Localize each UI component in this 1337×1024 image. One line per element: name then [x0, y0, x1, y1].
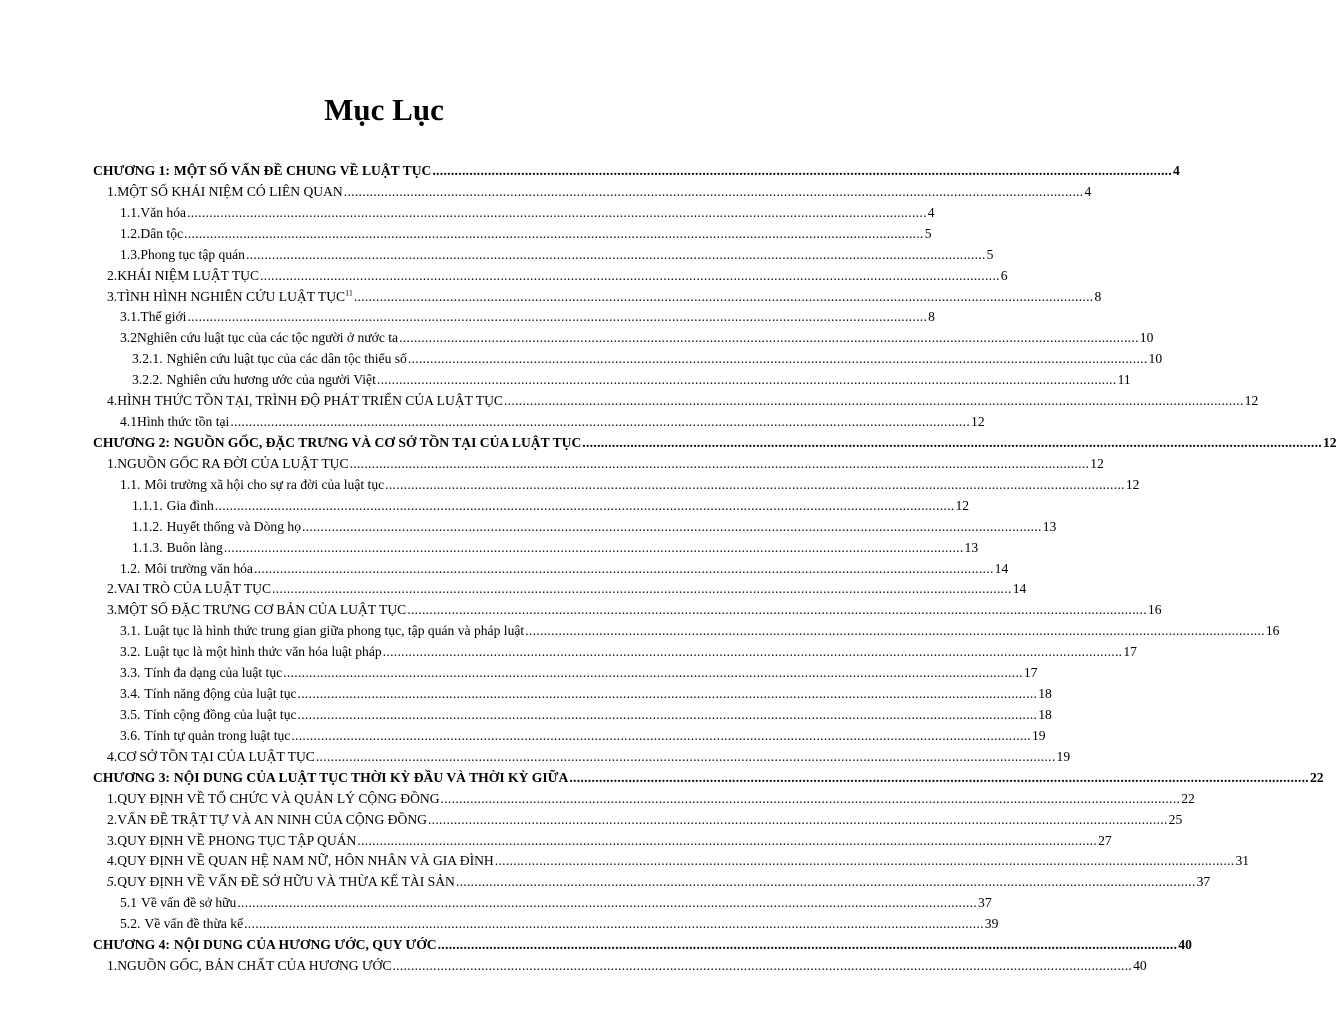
toc-entry-title: Luật tục là một hình thức văn hóa luật pháp — [144, 644, 382, 660]
toc-page-number: 12 — [971, 414, 985, 430]
toc-entry-number: CHƯƠNG 3: — [93, 769, 170, 785]
toc-entry-title: NGUỒN GỐC RA ĐỜI CỦA LUẬT TỤC — [117, 455, 349, 471]
toc-page-number: 37 — [1196, 874, 1211, 890]
toc-entry[interactable] — [93, 496, 970, 517]
toc-entry[interactable] — [93, 328, 1154, 349]
toc-entry-title: NGUỒN GỐC, ĐẶC TRƯNG VÀ CƠ SỞ TỒN TẠI CỦA LUẬT TỤC — [173, 434, 582, 450]
toc-entry[interactable] — [93, 684, 1052, 705]
toc-entry[interactable] — [93, 851, 1250, 872]
toc-entry-number: 3.2.2. — [132, 372, 163, 388]
toc-entry-title: VẤN ĐỀ TRẬT TỰ VÀ AN NINH CỦA CỘNG ĐỒNG — [117, 811, 427, 827]
toc-page-number: 18 — [1038, 686, 1052, 702]
toc-entry-title: Dân tộc — [140, 225, 184, 241]
toc-entry-title: KHÁI NIỆM LUẬT TỤC — [117, 267, 260, 283]
toc-entry-number: 3. — [107, 832, 118, 848]
dot-leader — [215, 496, 955, 517]
toc-page-number: 4 — [1173, 163, 1180, 178]
toc-entry-title: Môi trường xã hội cho sự ra đời của luật tục — [144, 476, 385, 492]
toc-page-number: 13 — [1042, 518, 1057, 534]
table-of-contents — [93, 161, 1337, 977]
toc-entry-number: 4. — [107, 748, 118, 764]
toc-page-number: 22 — [1310, 769, 1324, 785]
toc-page-number: 14 — [994, 560, 1009, 576]
toc-entry-number: 1. — [107, 455, 118, 471]
footnote-marker[interactable]: 11 — [345, 288, 353, 297]
dot-leader — [438, 935, 1178, 956]
toc-entry[interactable] — [93, 454, 1104, 475]
toc-entry-number: 4. — [107, 853, 118, 869]
toc-entry-number: 1.1.3. — [132, 539, 163, 555]
toc-entry-number: 5.1 — [120, 895, 137, 911]
dot-leader — [569, 768, 1309, 789]
toc-page-number: 8 — [928, 309, 935, 325]
toc-entry-number: 1. — [107, 958, 118, 974]
toc-entry-number: 2. — [107, 267, 118, 283]
toc-entry-number: CHƯƠNG 4: — [93, 937, 170, 953]
toc-entry-title: CƠ SỞ TỒN TẠI CỦA LUẬT TỤC — [117, 748, 315, 764]
toc-entry[interactable] — [93, 914, 999, 935]
toc-entry[interactable] — [93, 182, 1092, 203]
dot-leader — [525, 621, 1265, 642]
dot-leader — [377, 370, 1117, 391]
toc-page-number: 31 — [1235, 853, 1250, 869]
toc-page-number: 10 — [1148, 351, 1163, 367]
toc-entry[interactable] — [93, 307, 935, 328]
toc-page-number: 4 — [1084, 183, 1092, 199]
toc-entry-title: Nghiên cứu luật tục của các tộc người ở nước ta — [137, 330, 399, 346]
toc-entry-title: Gia đình — [166, 497, 214, 513]
dot-leader — [432, 161, 1172, 182]
toc-entry[interactable] — [93, 621, 1280, 642]
toc-entry-title: MỘT SỐ ĐẶC TRƯNG CƠ BẢN CỦA LUẬT TỤC — [117, 602, 407, 618]
toc-page-number: 11 — [1117, 372, 1131, 388]
toc-page-number: 27 — [1098, 832, 1112, 848]
dot-leader — [316, 747, 1056, 768]
toc-entry-title: Tính cộng đồng của luật tục — [144, 706, 297, 722]
toc-page-number: 12 — [1322, 434, 1337, 450]
toc-page-number: 12 — [955, 497, 970, 513]
page-title: Mục Lục — [324, 91, 444, 127]
toc-entry-title: Tính đa dạng của luật tục — [144, 665, 283, 681]
toc-entry-number: 3. — [107, 602, 118, 618]
dot-leader — [357, 831, 1097, 852]
toc-entry-number: 3.5. — [120, 706, 141, 722]
toc-entry-number: 3.1. — [120, 309, 141, 325]
toc-page-number: 14 — [1012, 581, 1027, 597]
dot-leader — [392, 956, 1132, 977]
toc-page-number: 16 — [1147, 602, 1162, 618]
dot-leader — [254, 559, 994, 580]
toc-page-number: 5 — [986, 246, 994, 262]
toc-entry-number: 1. — [107, 790, 118, 806]
toc-entry-number: 1.1.1. — [132, 497, 163, 513]
toc-entry[interactable] — [93, 517, 1057, 538]
dot-leader — [408, 349, 1148, 370]
toc-entry[interactable] — [93, 412, 985, 433]
toc-entry-number: 5.2. — [120, 916, 141, 932]
toc-entry[interactable] — [93, 789, 1195, 810]
dot-leader — [260, 266, 1000, 287]
toc-entry-title: Nghiên cứu hương ước của người Việt — [166, 372, 376, 388]
dot-leader — [399, 328, 1139, 349]
dot-leader — [187, 307, 927, 328]
toc-page-number: 12 — [1125, 476, 1140, 492]
toc-entry-number: 4. — [107, 393, 118, 409]
toc-entry[interactable] — [93, 203, 935, 224]
toc-entry-number: 1.2. — [120, 560, 141, 576]
dot-leader — [291, 726, 1031, 747]
toc-entry-number: 1.3. — [120, 246, 141, 262]
toc-entry[interactable] — [93, 663, 1038, 684]
dot-leader — [428, 810, 1168, 831]
toc-page-number: 18 — [1038, 706, 1052, 722]
toc-page-number: 25 — [1168, 811, 1183, 827]
dot-leader — [495, 851, 1235, 872]
dot-leader — [407, 600, 1147, 621]
dot-leader — [237, 893, 977, 914]
toc-entry-number: 1.2. — [120, 225, 141, 241]
dot-leader — [354, 287, 1094, 308]
toc-entry-title: NGUỒN GỐC, BẢN CHẤT CỦA HƯƠNG ƯỚC — [117, 958, 392, 974]
toc-entry[interactable] — [93, 559, 1009, 580]
toc-chapter-entry[interactable] — [93, 768, 1324, 789]
toc-entry-title: QUY ĐỊNH VỀ PHONG TỤC TẬP QUÁN — [117, 832, 357, 848]
toc-entry-title: Huyết thống và Dòng họ — [166, 518, 302, 534]
toc-entry[interactable] — [93, 391, 1259, 412]
toc-entry[interactable] — [93, 705, 1052, 726]
toc-chapter-entry[interactable] — [93, 161, 1180, 182]
dot-leader — [383, 642, 1123, 663]
toc-entry[interactable] — [93, 245, 994, 266]
dot-leader — [246, 245, 986, 266]
toc-chapter-entry[interactable] — [93, 433, 1337, 454]
toc-entry-title: Hình thức tồn tại — [137, 414, 230, 430]
toc-page-number: 12 — [1244, 393, 1259, 409]
toc-entry[interactable] — [93, 893, 992, 914]
toc-page-number: 8 — [1094, 288, 1102, 304]
toc-entry-number: 1. — [107, 183, 118, 199]
dot-leader — [582, 433, 1322, 454]
toc-page-number: 40 — [1133, 958, 1147, 974]
toc-entry-number: 2. — [107, 811, 118, 827]
toc-page-number: 4 — [927, 204, 935, 220]
toc-entry[interactable] — [93, 747, 1071, 768]
toc-page-number: 13 — [964, 539, 979, 555]
toc-entry-title: Về vấn đề sở hữu — [141, 895, 237, 911]
toc-entry-title: Phong tục tập quán — [140, 246, 245, 262]
toc-page-number: 39 — [984, 916, 999, 932]
toc-entry-title: QUY ĐỊNH VỀ QUAN HỆ NAM NỮ, HÔN NHÂN VÀ GIA ĐÌNH — [117, 853, 494, 869]
toc-entry[interactable] — [93, 872, 1211, 893]
toc-page-number: 6 — [1000, 267, 1008, 283]
toc-entry-number: 3.2.1. — [132, 351, 163, 367]
toc-entry-title: QUY ĐỊNH VỀ VẤN ĐỀ SỞ HỮU VÀ THỪA KẾ TÀI SẢN — [117, 874, 455, 890]
toc-entry[interactable] — [93, 287, 1102, 308]
toc-entry-title: NỘI DUNG CỦA HƯƠNG ƯỚC, QUY ƯỚC — [173, 937, 437, 953]
toc-entry-number: CHƯƠNG 1: — [93, 163, 170, 178]
toc-page-number: 22 — [1181, 790, 1195, 806]
toc-page-number: 12 — [1090, 455, 1104, 471]
dot-leader — [283, 663, 1023, 684]
toc-page-number: 17 — [1023, 665, 1038, 681]
toc-entry-title: Về vấn đề thừa kế — [144, 916, 244, 932]
toc-entry-title: VAI TRÒ CỦA LUẬT TỤC — [117, 581, 272, 597]
toc-entry-title: Tính năng động của luật tục — [144, 686, 297, 702]
toc-entry-number: 1.1. — [120, 204, 141, 220]
toc-entry-title: NỘI DUNG CỦA LUẬT TỤC THỜI KỲ ĐẦU VÀ THỜI KỲ GIỮA — [173, 769, 569, 785]
toc-entry[interactable] — [93, 579, 1027, 600]
dot-leader — [504, 391, 1244, 412]
toc-page-number: 16 — [1265, 623, 1280, 639]
dot-leader — [230, 412, 970, 433]
toc-entry-title: Tính tự quản trong luật tục — [144, 727, 291, 743]
toc-entry[interactable] — [93, 810, 1183, 831]
toc-entry-number: 3.1. — [120, 623, 141, 639]
toc-entry-number: 3.4. — [120, 686, 141, 702]
toc-entry[interactable] — [93, 600, 1162, 621]
toc-entry-title: MỘT SỐ KHÁI NIỆM CÓ LIÊN QUAN — [117, 183, 343, 199]
toc-page-number: 10 — [1139, 330, 1154, 346]
toc-entry-title: Môi trường văn hóa — [144, 560, 253, 576]
toc-entry-title: Văn hóa — [140, 204, 187, 220]
dot-leader — [244, 914, 984, 935]
toc-entry-title: TÌNH HÌNH NGHIÊN CỨU LUẬT TỤC$^{11}$ — [117, 288, 353, 304]
dot-leader — [298, 705, 1038, 726]
toc-entry[interactable] — [93, 266, 1008, 287]
toc-entry-number: 4.1 — [120, 414, 137, 430]
toc-entry-title: Luật tục là hình thức trung gian giữa phong tục, tập quán và pháp luật — [144, 623, 525, 639]
toc-entry-number: 1.1. — [120, 476, 141, 492]
dot-leader — [441, 789, 1181, 810]
toc-entry-number: 3.3. — [120, 665, 141, 681]
toc-page-number: 40 — [1178, 937, 1192, 953]
dot-leader — [350, 454, 1090, 475]
toc-page-number: 17 — [1123, 644, 1137, 660]
toc-entry[interactable] — [93, 956, 1147, 977]
toc-entry[interactable] — [93, 370, 1131, 391]
dot-leader — [184, 224, 924, 245]
toc-entry[interactable] — [93, 475, 1140, 496]
dot-leader — [385, 475, 1125, 496]
dot-leader — [456, 872, 1196, 893]
dot-leader — [272, 579, 1012, 600]
toc-entry[interactable] — [93, 831, 1112, 852]
toc-entry-title: MỘT SỐ VẤN ĐỀ CHUNG VỀ LUẬT TỤC — [173, 163, 432, 178]
dot-leader — [302, 517, 1042, 538]
toc-entry-number: 2. — [107, 581, 118, 597]
toc-chapter-entry[interactable] — [93, 935, 1192, 956]
toc-entry-title: HÌNH THỨC TỒN TẠI, TRÌNH ĐỘ PHÁT TRIỂN CỦA LUẬT TỤC — [117, 393, 503, 409]
toc-entry-number: 3.2 — [120, 330, 137, 346]
toc-entry-number: 3.6. — [120, 727, 141, 743]
dot-leader — [344, 182, 1084, 203]
toc-entry-title: Buôn làng — [166, 539, 223, 555]
toc-page-number: 19 — [1056, 748, 1071, 764]
dot-leader — [298, 684, 1038, 705]
toc-entry-number: 3. — [107, 288, 118, 304]
toc-entry-number: 5. — [107, 874, 118, 890]
toc-page-number: 19 — [1032, 727, 1046, 743]
toc-entry[interactable] — [93, 642, 1137, 663]
toc-entry[interactable] — [93, 349, 1163, 370]
toc-entry-number: 3.2. — [120, 644, 141, 660]
toc-page-number: 37 — [978, 895, 992, 911]
toc-entry[interactable] — [93, 538, 979, 559]
toc-entry-title: Thế giới — [140, 309, 187, 325]
toc-entry-title: Nghiên cứu luật tục của các dân tộc thiểu số — [166, 351, 407, 367]
toc-page-number: 5 — [924, 225, 932, 241]
toc-entry[interactable] — [93, 726, 1046, 747]
toc-entry-number: 1.1.2. — [132, 518, 163, 534]
dot-leader — [224, 538, 964, 559]
dot-leader — [187, 203, 927, 224]
toc-entry[interactable] — [93, 224, 932, 245]
toc-entry-number: CHƯƠNG 2: — [93, 434, 170, 450]
toc-entry-title: QUY ĐỊNH VỀ TỔ CHỨC VÀ QUẢN LÝ CỘNG ĐỒNG — [117, 790, 440, 806]
